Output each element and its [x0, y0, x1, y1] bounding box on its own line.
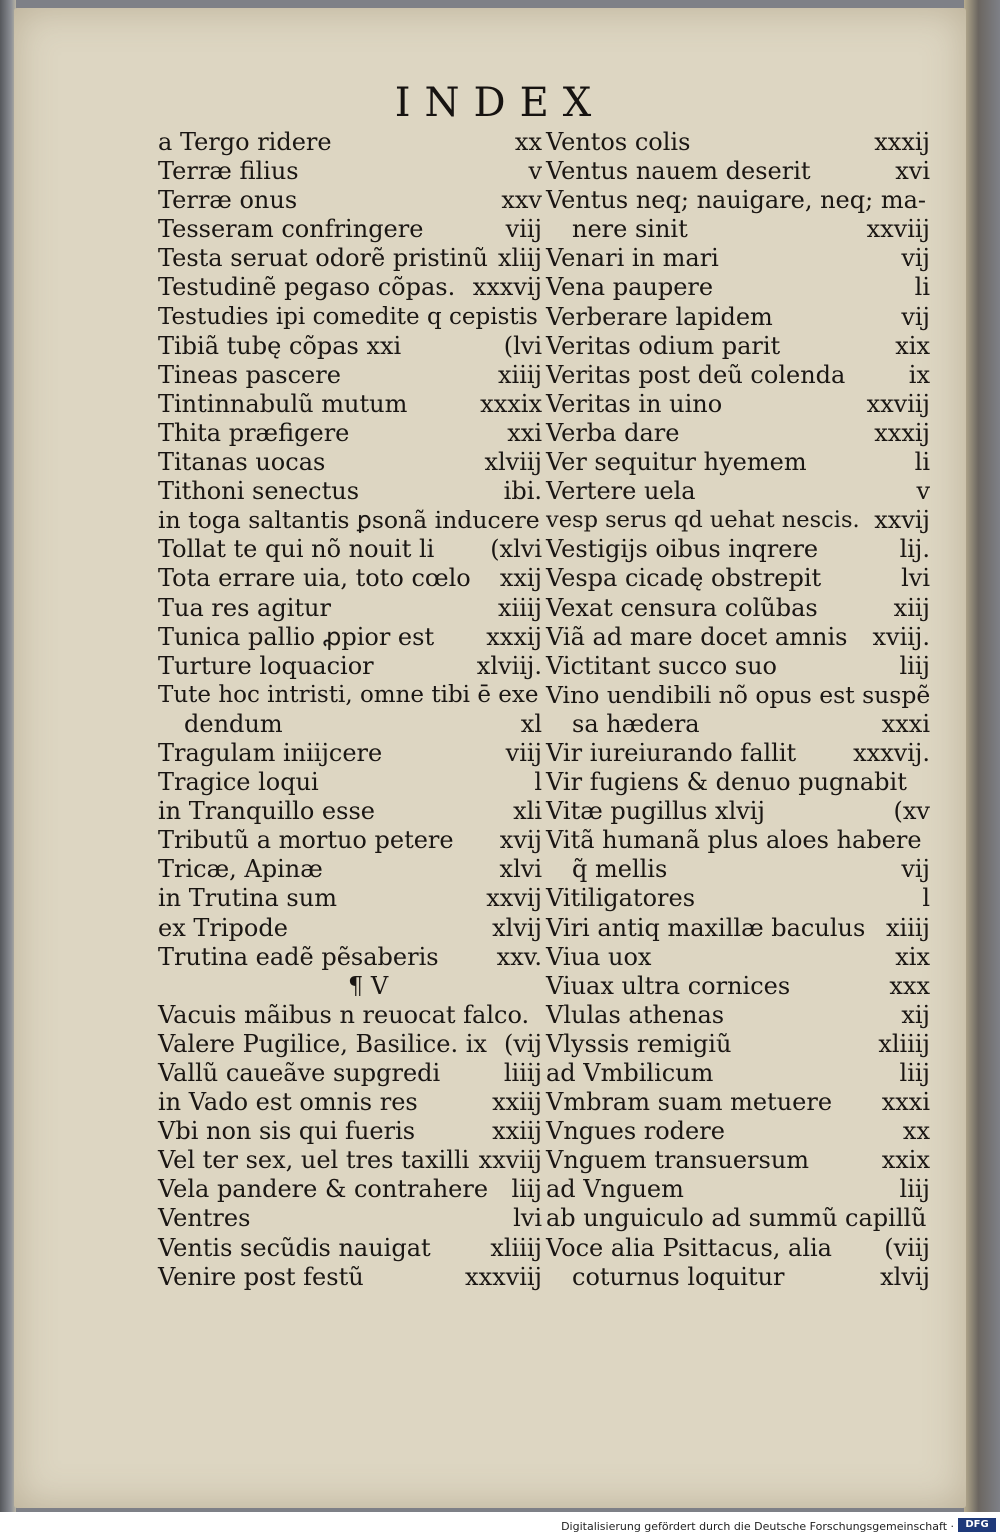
index-page-ref: lvi [513, 1204, 542, 1233]
index-page-ref: xxix [881, 1146, 930, 1175]
index-entry [546, 186, 930, 215]
index-page-ref: xxxij [874, 418, 930, 447]
index-entry [158, 186, 542, 215]
index-page-ref: xix [895, 942, 930, 971]
index-page-ref: xij [901, 1000, 930, 1029]
digitization-footer [0, 1512, 1000, 1538]
index-page-ref: xlvij [492, 913, 542, 942]
index-entry [546, 943, 930, 972]
index-page-ref: xvi [895, 157, 930, 186]
index-term: Verberare lapidem [546, 302, 773, 331]
index-page-ref: v [528, 157, 542, 186]
index-entry [546, 855, 930, 884]
index-term: Vbi non sis qui fueris [158, 1117, 416, 1146]
index-term: Vena paupere [546, 273, 714, 302]
index-page-ref: xxv [501, 186, 542, 215]
index-page-ref: xlvij [880, 1262, 930, 1291]
index-entry [546, 273, 930, 302]
index-term: Testudinẽ pegaso cõpas. [158, 273, 456, 302]
index-page-ref: xxviij [866, 215, 930, 244]
index-term: Venari in mari [546, 244, 719, 273]
index-term: Vlyssis remigiũ [546, 1029, 732, 1058]
index-page-ref: vij [901, 244, 930, 273]
index-page-ref: (xlvi [490, 535, 542, 564]
index-page-ref: xlvi [499, 855, 542, 884]
index-term: Vlulas athenas [546, 1000, 725, 1029]
index-entry [158, 157, 542, 186]
index-term: Titanas uocas [158, 448, 326, 477]
index-entry [546, 361, 930, 390]
index-page-ref: vij [901, 855, 930, 884]
index-entry [158, 1204, 542, 1233]
index-page-ref: xxviij [866, 389, 930, 418]
index-term: Ventos colis [546, 128, 691, 156]
index-page-ref: xxxix [480, 389, 542, 418]
page-edge [964, 0, 1000, 1512]
index-entry [546, 1263, 930, 1292]
index-term: ad Vnguem [546, 1175, 684, 1204]
index-page-ref: v [916, 477, 930, 506]
index-entry [158, 128, 542, 157]
index-entry [158, 826, 542, 855]
index-entry [158, 215, 542, 244]
index-entry [546, 623, 930, 652]
index-page-ref: li [914, 448, 930, 477]
index-term: Vel ter sex, uel tres taxilli [158, 1146, 470, 1175]
index-page-ref: xiiij [497, 360, 542, 389]
index-term: Trutina eadẽ pẽsaberis [158, 942, 439, 971]
index-page-ref: xli [513, 797, 542, 826]
index-term: Vir fugiens & denuo pugnabit [546, 768, 907, 797]
index-page-ref: liiij [503, 1059, 542, 1087]
index-entry [546, 797, 930, 826]
index-page-ref: xxxviij [465, 1262, 542, 1291]
index-entry [546, 1059, 930, 1088]
index-page-ref: xxxvij. [853, 738, 930, 767]
index-page-ref: xx [902, 1117, 930, 1146]
index-entry [546, 884, 930, 913]
index-entry [546, 768, 930, 797]
footer-credit: Digitalisierung gefördert durch die Deutsche Forschungsgemeinschaft · [561, 1520, 954, 1533]
index-entry [546, 506, 930, 535]
index-term: Viuax ultra cornices [546, 971, 791, 1000]
index-entry [158, 681, 542, 710]
index-term: in toga saltantis ꝑsonã inducere [158, 506, 540, 535]
index-entry [158, 710, 542, 739]
index-term: Victitant succo suo [546, 651, 777, 680]
index-page-ref: xxviij [478, 1146, 542, 1175]
index-term: Tributũ a mortuo petere [158, 826, 454, 855]
index-page-ref: xxvij [486, 884, 542, 913]
index-entry [158, 361, 542, 390]
index-page-ref: xxv. [496, 942, 542, 971]
index-entry [546, 1001, 930, 1030]
index-page-ref: liij [511, 1175, 542, 1204]
index-term: Vexat censura colũbas [546, 593, 818, 622]
index-term: Tineas pascere [158, 360, 341, 389]
index-term: Vino uendibili nõ opus est suspẽ [546, 680, 931, 709]
index-entry [546, 477, 930, 506]
index-page-ref: viij [505, 215, 542, 244]
index-term: Vallũ caueãve supgredi [158, 1059, 441, 1087]
index-page-ref: xxxij [874, 128, 930, 156]
index-page-ref: l [534, 768, 542, 797]
index-term: Vitiligatores [546, 884, 696, 913]
index-entry [546, 448, 930, 477]
index-entry [158, 244, 542, 273]
index-entry [546, 826, 930, 855]
index-page-ref: xliiij [878, 1029, 930, 1058]
index-entry [158, 594, 542, 623]
index-entry [546, 564, 930, 593]
index-term: Tesseram confringere [158, 215, 424, 244]
index-entry [158, 1030, 542, 1059]
index-page-ref: xlviij. [476, 651, 542, 680]
index-entry [546, 332, 930, 361]
index-entry [546, 128, 930, 157]
index-entry [158, 332, 542, 361]
index-term: sa hædera [572, 709, 700, 738]
index-term: Veritas post deũ colenda [546, 360, 846, 389]
index-term: Tragulam iniijcere [158, 738, 383, 767]
index-entry [158, 1263, 542, 1292]
index-term: Tute hoc intristi, omne tibi ē exe [158, 681, 539, 708]
index-page-ref: xix [895, 331, 930, 360]
index-term: Valere Pugilice, Basilice. ix [158, 1029, 487, 1058]
index-term: Vitã humanã plus aloes habere [546, 826, 922, 855]
index-page-ref: xliiij [490, 1233, 542, 1262]
index-page-ref: xvij [499, 826, 542, 855]
index-entry [546, 710, 930, 739]
index-term: Tunica pallio ꝓpior est [158, 622, 435, 651]
index-term: Voce alia Psittacus, alia [546, 1233, 832, 1262]
index-term: Vela pandere & contrahere [158, 1175, 489, 1204]
index-entry [158, 855, 542, 884]
index-term: Venire post festũ [158, 1262, 364, 1291]
index-term: Vnguem transuersum [546, 1146, 810, 1175]
index-term: Tollat te qui nõ nouit li [158, 535, 435, 564]
index-page-ref: xxxi [881, 709, 930, 738]
index-page-ref: l [922, 884, 930, 913]
index-term: Vngues rodere [546, 1117, 725, 1146]
index-page-ref: lij. [899, 535, 930, 564]
index-entry [546, 303, 930, 332]
index-entry [546, 972, 930, 1001]
index-term: Veritas odium parit [546, 331, 781, 360]
index-term: Tota errare uia, toto cœlo [158, 564, 471, 593]
index-term: a Tergo ridere [158, 128, 332, 156]
index-entry [158, 1088, 542, 1117]
index-term: ad Vmbilicum [546, 1059, 714, 1087]
index-term: Tricæ, Apinæ [158, 855, 323, 884]
index-term: dendum [184, 709, 283, 738]
index-term: coturnus loquitur [572, 1262, 785, 1291]
index-page-ref: xxx [889, 971, 930, 1000]
index-entry [158, 448, 542, 477]
index-entry [546, 390, 930, 419]
index-term: Vmbram suam metuere [546, 1088, 833, 1117]
index-entry [546, 652, 930, 681]
page-title: INDEX [394, 80, 606, 126]
index-entry [546, 1088, 930, 1117]
index-term: Tua res agitur [158, 593, 331, 622]
index-entry [158, 564, 542, 593]
index-term: ¶ V [348, 971, 389, 1000]
index-term: Ventus nauem deserit [546, 157, 811, 186]
index-page-ref: liij [899, 1059, 930, 1087]
index-entry [158, 797, 542, 826]
index-entry [158, 1059, 542, 1088]
index-entry [158, 943, 542, 972]
index-page-ref: xxxvij [472, 273, 542, 302]
index-entry [158, 273, 542, 302]
index-term: Ventres [158, 1204, 251, 1233]
index-term: nere sinit [572, 215, 688, 244]
index-entry [546, 1175, 930, 1204]
index-column-left [158, 128, 542, 1292]
index-term: Tintinnabulũ mutum [158, 389, 408, 418]
index-term: Verba dare [546, 418, 680, 447]
index-page-ref: xxvij [874, 506, 930, 535]
index-column-right [546, 128, 930, 1292]
index-term: Terræ onus [158, 186, 298, 215]
index-page-ref: vij [901, 302, 930, 331]
index-term: Vespa cicadę obstrepit [546, 564, 822, 593]
index-entry [546, 739, 930, 768]
index-term: Tithoni senectus [158, 477, 360, 506]
index-page-ref: viij [505, 738, 542, 767]
index-page-ref: liij [899, 651, 930, 680]
index-entry [546, 681, 930, 710]
index-term: Veritas in uino [546, 389, 723, 418]
index-entry [158, 1001, 542, 1030]
index-term: in Trutina sum [158, 884, 337, 913]
index-entry [546, 244, 930, 273]
index-entry [158, 303, 542, 332]
index-term: Vestigijs oibus inqrere [546, 535, 819, 564]
index-page-ref: xl [520, 709, 542, 738]
index-page-ref: xviij. [872, 622, 930, 651]
index-page-ref: (xv [893, 797, 930, 826]
index-entry [158, 1234, 542, 1263]
index-entry [546, 157, 930, 186]
index-page-ref: (vij [503, 1029, 542, 1058]
index-page-ref: xxi [507, 418, 542, 447]
index-entry [546, 914, 930, 943]
index-term: Tragice loqui [158, 768, 319, 797]
index-entry [158, 535, 542, 564]
index-page-ref: li [914, 273, 930, 302]
index-page-ref: xiiij [497, 593, 542, 622]
index-term: Testudies ipi comedite q cepistis [158, 303, 538, 330]
index-term: Viã ad mare docet amnis [546, 622, 848, 651]
index-page-ref: xliij [497, 244, 542, 273]
index-entry [546, 1234, 930, 1263]
index-page-ref: xxxij [486, 622, 542, 651]
index-page-ref: xiiij [885, 913, 930, 942]
index-page-ref: liij [899, 1175, 930, 1204]
index-term: in Tranquillo esse [158, 797, 375, 826]
index-entry [158, 914, 542, 943]
index-term: Vertere uela [546, 477, 696, 506]
index-page-ref: ibi. [503, 477, 542, 506]
index-entry [546, 535, 930, 564]
index-entry [158, 739, 542, 768]
index-term: Thita præfigere [158, 418, 350, 447]
index-page-ref: xiij [893, 593, 930, 622]
index-entry [158, 1117, 542, 1146]
index-term: ex Tripode [158, 913, 288, 942]
index-term: q̃ mellis [572, 855, 668, 884]
index-page-ref: xxiij [492, 1088, 542, 1117]
index-page-ref: ix [908, 360, 930, 389]
index-entry [158, 419, 542, 448]
index-term: Tibiã tubę cõpas xxi [158, 331, 402, 360]
index-entry [546, 1146, 930, 1175]
index-term: Turture loquacior [158, 651, 374, 680]
index-entry [546, 1204, 930, 1233]
index-entry [158, 477, 542, 506]
index-term: in Vado est omnis res [158, 1088, 418, 1117]
index-page-ref: lvi [901, 564, 930, 593]
index-entry [546, 594, 930, 623]
index-page-ref: xxij [499, 564, 542, 593]
index-page-ref: (viij [884, 1233, 930, 1262]
dfg-logo: DFG [958, 1518, 996, 1532]
index-term: Ver sequitur hyemem [546, 448, 807, 477]
index-entry [158, 390, 542, 419]
index-term: Vitæ pugillus xlvij [546, 797, 765, 826]
index-term: Viri antiq maxillæ baculus [546, 913, 866, 942]
index-section-heading [158, 972, 542, 1001]
index-term: Ventis secũdis nauigat [158, 1233, 431, 1262]
index-term: ab unguiculo ad summũ capillũ [546, 1204, 927, 1233]
index-page-ref: xxiij [492, 1117, 542, 1146]
index-entry [546, 1030, 930, 1059]
index-term: Vir iureiurando fallit [546, 738, 797, 767]
index-term: Viua uox [546, 942, 652, 971]
index-entry [158, 506, 542, 535]
index-entry [158, 768, 542, 797]
index-term: Testa seruat odorẽ pristinũ [158, 244, 488, 273]
index-term: Ventus neq; nauigare, neq; ma- [546, 186, 926, 215]
index-entry [158, 884, 542, 913]
index-page-ref: xxxi [881, 1088, 930, 1117]
index-entry [158, 652, 542, 681]
index-page-ref: xx [514, 128, 542, 156]
index-entry [158, 623, 542, 652]
index-page-ref: (lvi [503, 331, 542, 360]
index-page-ref: xlviij [484, 448, 542, 477]
index-entry [546, 215, 930, 244]
index-entry [546, 1117, 930, 1146]
index-term: vesp serus qd uehat nescis. [546, 507, 860, 534]
index-entry [158, 1146, 542, 1175]
index-entry [546, 419, 930, 448]
index-entry [158, 1175, 542, 1204]
index-term: Vacuis mãibus n reuocat falco. [158, 1000, 530, 1029]
index-term: Terræ filius [158, 157, 299, 186]
